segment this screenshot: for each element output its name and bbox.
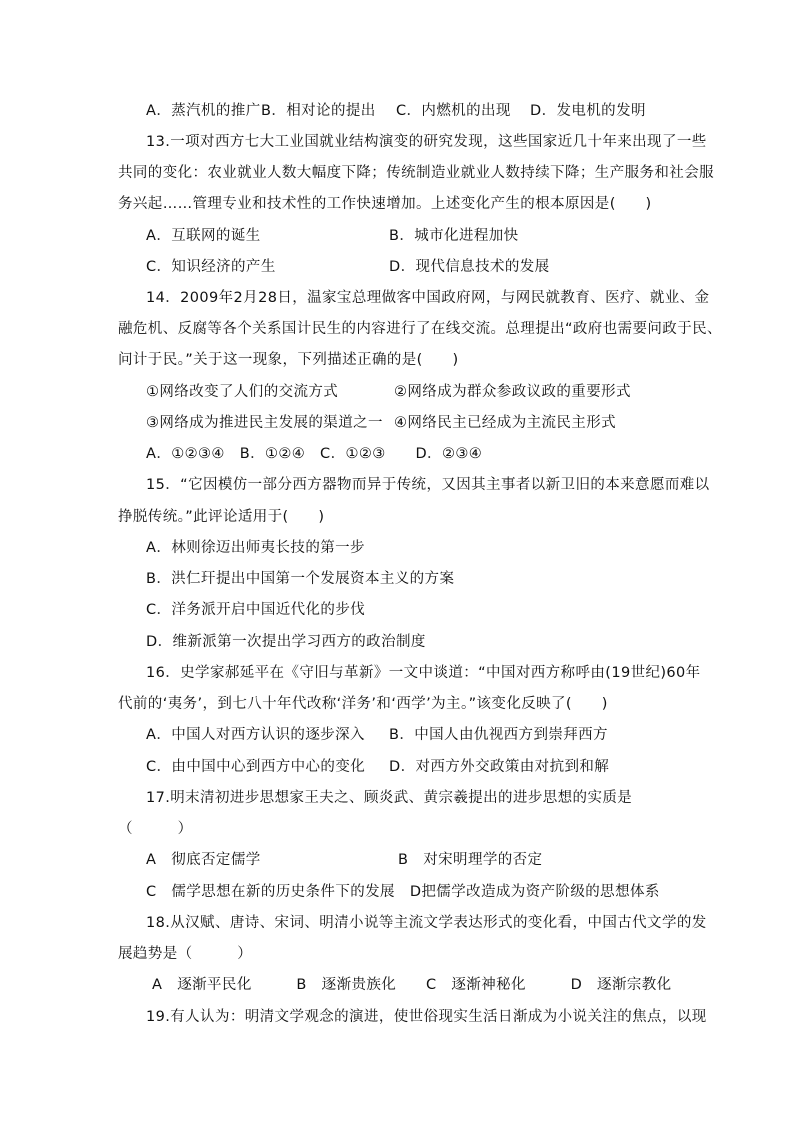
- q19-stem-line-1: 19.有人认为：明清文学观念的演进，使世俗现实生活日渐成为小说关注的焦点，以现: [146, 1009, 707, 1025]
- q15-option-c: C．洋务派开启中国近代化的步伐: [146, 602, 366, 618]
- q12-option-a: A．蒸汽机的推广: [146, 103, 261, 119]
- q17-option-a: A 彻底否定儒学: [146, 852, 261, 868]
- q17-option-b: B 对宋明理学的否定: [398, 852, 543, 868]
- q14-item-1: ①网络改变了人们的交流方式: [146, 384, 339, 400]
- q14-options: A．①②③④ B．①②④ C．①②③ D．②③④: [146, 446, 483, 462]
- q13-stem-line-2: 共同的变化：农业就业人数大幅度下降；传统制造业就业人数持续下降；生产服务和社会服: [118, 165, 714, 181]
- q17-option-cd: C 儒学思想在新的历史条件下的发展 D把儒学改造成为资产阶级的思想体系: [146, 884, 660, 900]
- q15-stem-line-1: 15．“它因模仿一部分西方器物而异于传统，又因其主事者以新卫旧的本来意愿而难以: [146, 477, 710, 493]
- q14-item-3: ③网络成为推进民主发展的渠道之一: [146, 415, 383, 431]
- q13-option-d: D．现代信息技术的发展: [389, 259, 550, 275]
- q16-option-d: D．对西方外交政策由对抗到和解: [389, 759, 610, 775]
- q16-stem-line-1: 16．史学家郝延平在《守旧与革新》一文中谈道：“中国对西方称呼由(19世纪)60年: [146, 665, 701, 681]
- q15-option-a: A．林则徐迈出师夷长技的第一步: [146, 540, 365, 556]
- q14-stem-line-3: 问计于民。”关于这一现象，下列描述正确的是( ): [118, 352, 459, 368]
- q13-option-b: B．城市化进程加快: [389, 228, 519, 244]
- q16-option-b: B．中国人由仇视西方到崇拜西方: [389, 727, 608, 743]
- q14-item-4: ④网络民主已经成为主流民主形式: [394, 415, 616, 431]
- q12-option-d: D．发电机的发明: [530, 103, 646, 119]
- q12-option-c: C．内燃机的出现: [396, 103, 511, 119]
- q14-stem-line-2: 融危机、反腐等各个关系国计民生的内容进行了在线交流。总理提出“政府也需要问政于民、: [118, 321, 722, 337]
- q15-option-d: D．维新派第一次提出学习西方的政治制度: [146, 634, 426, 650]
- q18-options: A 逐渐平民化 B 逐渐贵族化 C 逐渐神秘化 D 逐渐宗教化: [152, 977, 672, 993]
- q17-stem-line-1: 17.明末清初进步思想家王夫之、顾炎武、黄宗羲提出的进步思想的实质是: [146, 790, 633, 806]
- q16-option-c: C．由中国中心到西方中心的变化: [146, 759, 366, 775]
- q14-item-2: ②网络成为群众参政议政的重要形式: [394, 384, 631, 400]
- q16-option-a: A．中国人对西方认识的逐步深入: [146, 727, 365, 743]
- q15-stem-line-2: 挣脱传统。”此评论适用于( ): [118, 509, 325, 525]
- q15-option-b: B．洪仁玕提出中国第一个发展资本主义的方案: [146, 571, 455, 587]
- q14-stem-line-1: 14．2009年2月28日，温家宝总理做客中国政府网，与网民就教育、医疗、就业、金: [146, 290, 710, 306]
- q13-stem-line-3: 务兴起……管理专业和技术性的工作快速增加。上述变化产生的根本原因是( ): [118, 196, 652, 212]
- q13-option-a: A．互联网的诞生: [146, 228, 261, 244]
- q18-stem-line-2: 展趋势是（ ）: [118, 946, 253, 962]
- q18-stem-line-1: 18.从汉赋、唐诗、宋词、明清小说等主流文学表达形式的变化看，中国古代文学的发: [146, 915, 707, 931]
- q13-option-c: C．知识经济的产生: [146, 259, 276, 275]
- q13-stem-line-1: 13.一项对西方七大工业国就业结构演变的研究发现，这些国家近几十年来出现了一些: [146, 134, 707, 150]
- q16-stem-line-2: 代前的‘夷务’，到七八十年代改称‘洋务’和‘西学’为主。”该变化反映了( ): [118, 696, 608, 712]
- q17-stem-line-2: （ ）: [118, 821, 193, 837]
- q12-option-b: B．相对论的提出: [261, 103, 376, 119]
